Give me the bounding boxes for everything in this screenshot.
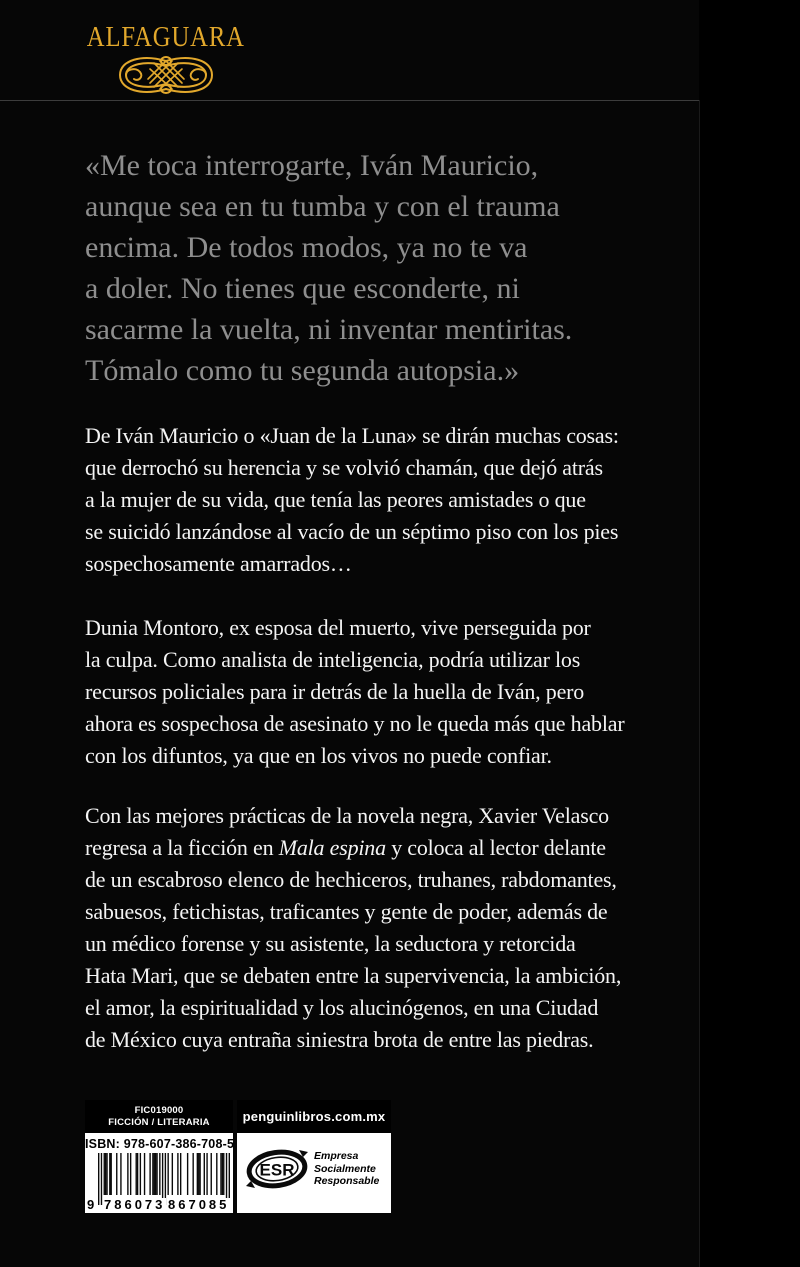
website-panel [237,1100,391,1213]
synopsis-paragraph-2 [85,612,624,772]
esr-acronym: ESR [259,1160,295,1180]
body-line: ahora es sospechosa de asesinato y no le queda más que hablar [85,711,625,736]
body-line: Con las mejores prácticas de la novela negra, Xavier Velasco [85,803,609,828]
body-line: se suicidó lanzándose al vacío de un séptimo piso con los pies [85,519,619,544]
body-line: la culpa. Como analista de inteligencia, podría utilizar los [85,647,581,672]
body-line: De Iván Mauricio o «Juan de la Luna» se dirán muchas cosas: [85,423,619,448]
book-title-italic: Mala espina [278,835,386,860]
body-line: a la mujer de su vida, que tenía las peores amistades o que [85,487,586,512]
category-code: FIC019000 [134,1105,184,1116]
body-line: de un escabroso elenco de hechiceros, truhanes, rabdomantes, [85,867,617,892]
body-line: sabuesos, fetichistas, traficantes y gente de poder, además de [85,899,608,924]
body-line: Hata Mari, que se debaten entre la supervivencia, la ambición, [85,963,622,988]
body-line [85,832,621,864]
esr-logo-icon [245,1144,309,1194]
synopsis-paragraph-1 [85,420,619,580]
cover-right-seam-line [699,100,700,1267]
quote-line: sacarme la vuelta, ni inventar mentiritas. [85,313,573,346]
cover-quote [85,145,572,391]
body-line: sospechosamente amarrados… [85,551,352,576]
quote-line: «Me toca interrogarte, Iván Mauricio, [85,149,539,182]
body-line: con los difuntos, ya que en los vivos no puede confiar. [85,743,552,768]
publisher-logo [0,22,332,95]
esr-caption [314,1150,379,1188]
body-line: de México cuya entraña siniestra brota de entre las piedras. [85,1027,594,1052]
ean-digit-group: 867085 [168,1197,230,1212]
website-url: penguinlibros.com.mx [237,1100,391,1133]
esr-caption-line: Socialmente [314,1162,376,1175]
body-line-segment: regresa a la ficción en [85,835,279,860]
publisher-name: ALFAGUARA [86,22,246,53]
esr-badge [237,1133,391,1194]
quote-line: encima. De todos modos, ya no te va [85,231,528,264]
category-header [85,1100,233,1133]
body-line: Dunia Montoro, ex esposa del muerto, vive perseguida por [85,615,591,640]
body-line: un médico forense y su asistente, la seductora y retorcida [85,931,576,956]
body-line: que derrochó su herencia y se volvió chamán, que dejó atrás [85,455,603,480]
body-line: recursos policiales para ir detrás de la huella de Iván, pero [85,679,585,704]
quote-line: Tómalo como tu segunda autopsia.» [85,354,520,387]
ean-lead-digit: 9 [87,1197,95,1212]
esr-caption-line: Empresa [314,1150,359,1163]
category-label: FICCIÓN / LITERARIA [108,1116,210,1128]
ean-digit-group: 786073 [104,1197,166,1212]
quote-line: aunque sea en tu tumba y con el trauma [85,190,560,223]
body-line-segment: y coloca al lector delante [385,835,606,860]
isbn-text: ISBN: 978-607-386-708-5 [85,1137,235,1151]
barcode-panel [85,1100,233,1213]
body-line: el amor, la espiritualidad y los alucinógenos, en una Ciudad [85,995,599,1020]
cover-top-seam-line [0,100,699,101]
ean13-barcode [87,1153,230,1212]
synopsis-paragraph-3 [85,800,621,1056]
esr-caption-line: Responsable [314,1175,380,1188]
alfaguara-knot-icon [114,55,218,95]
page-right-margin [699,0,800,1267]
quote-line: a doler. No tienes que esconderte, ni [85,272,520,305]
